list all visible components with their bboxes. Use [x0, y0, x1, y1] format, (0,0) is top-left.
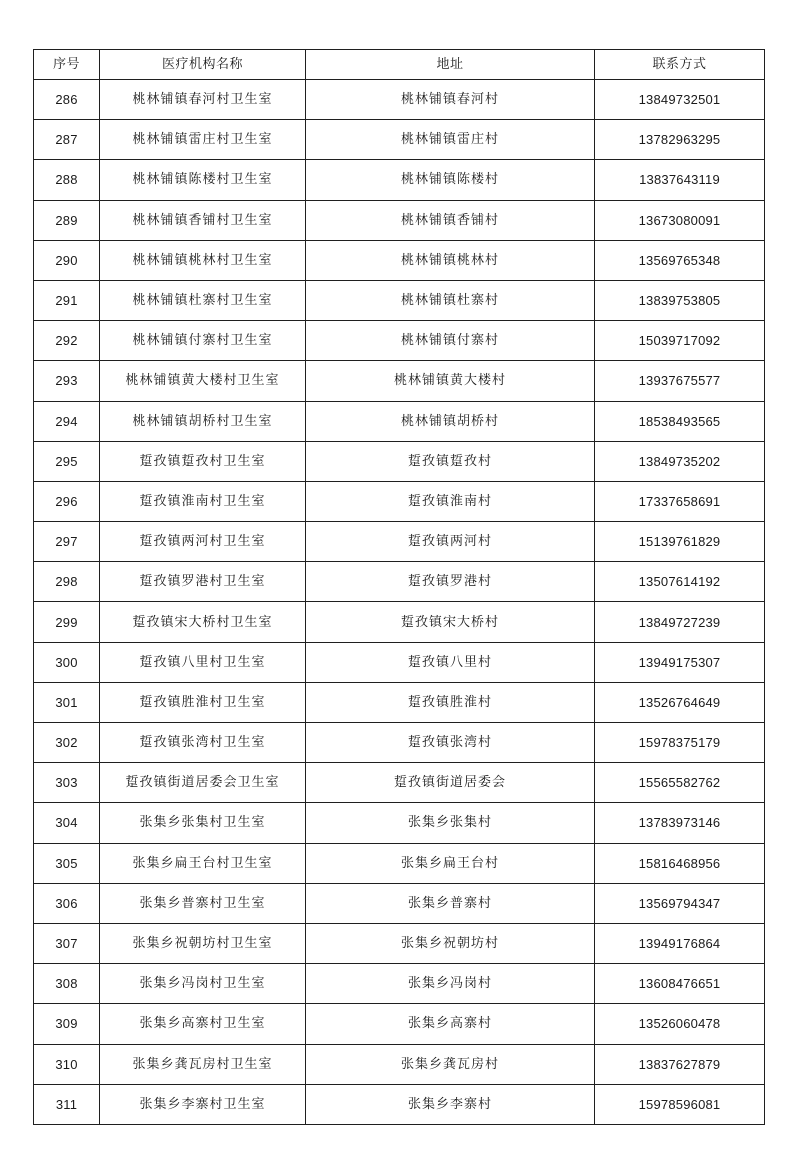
table-row: [34, 481, 765, 521]
row-phone-number: 13782963295: [595, 120, 765, 160]
row-address: 踅孜镇淮南村: [306, 481, 595, 521]
row-serial-number: 296: [34, 481, 100, 521]
row-phone-number: 13837627879: [595, 1044, 765, 1084]
row-address: 桃林铺镇雷庄村: [306, 120, 595, 160]
row-serial-number: 311: [34, 1084, 100, 1124]
row-serial-number: 310: [34, 1044, 100, 1084]
table-row: [34, 682, 765, 722]
row-address: 张集乡龚瓦房村: [306, 1044, 595, 1084]
row-serial-number: 308: [34, 964, 100, 1004]
row-institution-name: 踅孜镇宋大桥村卫生室: [100, 602, 306, 642]
row-address: 踅孜镇宋大桥村: [306, 602, 595, 642]
table-row: [34, 120, 765, 160]
table-row: [34, 964, 765, 1004]
row-phone-number: 13569794347: [595, 883, 765, 923]
row-address: 踅孜镇罗港村: [306, 562, 595, 602]
table-row: [34, 562, 765, 602]
table-row: [34, 1044, 765, 1084]
row-address: 踅孜镇踅孜村: [306, 441, 595, 481]
row-institution-name: 张集乡高寨村卫生室: [100, 1004, 306, 1044]
row-address: 张集乡祝朝坊村: [306, 923, 595, 963]
row-phone-number: 13849727239: [595, 602, 765, 642]
table-row: [34, 401, 765, 441]
table-row: [34, 763, 765, 803]
row-phone-number: 13937675577: [595, 361, 765, 401]
table-row: [34, 602, 765, 642]
table-row: [34, 803, 765, 843]
row-phone-number: 13783973146: [595, 803, 765, 843]
row-phone-number: 13569765348: [595, 240, 765, 280]
header-address: 地址: [306, 50, 595, 80]
table-row: [34, 441, 765, 481]
row-serial-number: 307: [34, 923, 100, 963]
row-phone-number: 15039717092: [595, 321, 765, 361]
table-row: [34, 1004, 765, 1044]
row-address: 张集乡张集村: [306, 803, 595, 843]
row-address: 桃林铺镇付寨村: [306, 321, 595, 361]
row-serial-number: 292: [34, 321, 100, 361]
row-serial-number: 300: [34, 642, 100, 682]
row-institution-name: 张集乡普寨村卫生室: [100, 883, 306, 923]
row-serial-number: 293: [34, 361, 100, 401]
row-serial-number: 303: [34, 763, 100, 803]
table-row: [34, 723, 765, 763]
row-address: 张集乡普寨村: [306, 883, 595, 923]
row-address: 张集乡扁王台村: [306, 843, 595, 883]
row-institution-name: 桃林铺镇陈楼村卫生室: [100, 160, 306, 200]
row-serial-number: 287: [34, 120, 100, 160]
row-institution-name: 桃林铺镇黄大楼村卫生室: [100, 361, 306, 401]
row-serial-number: 305: [34, 843, 100, 883]
table-row: [34, 80, 765, 120]
row-institution-name: 桃林铺镇香铺村卫生室: [100, 200, 306, 240]
row-address: 张集乡高寨村: [306, 1004, 595, 1044]
row-address: 桃林铺镇香铺村: [306, 200, 595, 240]
table-row: [34, 321, 765, 361]
row-phone-number: 15816468956: [595, 843, 765, 883]
row-institution-name: 桃林铺镇付寨村卫生室: [100, 321, 306, 361]
row-address: 踅孜镇街道居委会: [306, 763, 595, 803]
row-address: 桃林铺镇杜寨村: [306, 280, 595, 320]
row-institution-name: 张集乡冯岗村卫生室: [100, 964, 306, 1004]
table-row: [34, 1084, 765, 1124]
row-serial-number: 304: [34, 803, 100, 843]
table-row: [34, 642, 765, 682]
row-institution-name: 桃林铺镇雷庄村卫生室: [100, 120, 306, 160]
row-serial-number: 309: [34, 1004, 100, 1044]
row-serial-number: 298: [34, 562, 100, 602]
row-phone-number: 17337658691: [595, 481, 765, 521]
row-serial-number: 297: [34, 522, 100, 562]
table-row: [34, 522, 765, 562]
row-institution-name: 桃林铺镇桃林村卫生室: [100, 240, 306, 280]
table-row: [34, 280, 765, 320]
row-phone-number: 15565582762: [595, 763, 765, 803]
row-institution-name: 张集乡祝朝坊村卫生室: [100, 923, 306, 963]
row-institution-name: 踅孜镇罗港村卫生室: [100, 562, 306, 602]
row-phone-number: 13507614192: [595, 562, 765, 602]
row-phone-number: 13949176864: [595, 923, 765, 963]
row-institution-name: 桃林铺镇胡桥村卫生室: [100, 401, 306, 441]
row-serial-number: 299: [34, 602, 100, 642]
row-phone-number: 13839753805: [595, 280, 765, 320]
row-address: 桃林铺镇陈楼村: [306, 160, 595, 200]
row-institution-name: 桃林铺镇春河村卫生室: [100, 80, 306, 120]
row-address: 踅孜镇两河村: [306, 522, 595, 562]
row-institution-name: 踅孜镇淮南村卫生室: [100, 481, 306, 521]
row-phone-number: 15978596081: [595, 1084, 765, 1124]
header-contact: 联系方式: [595, 50, 765, 80]
row-phone-number: 18538493565: [595, 401, 765, 441]
row-serial-number: 302: [34, 723, 100, 763]
row-institution-name: 踅孜镇八里村卫生室: [100, 642, 306, 682]
row-phone-number: 13849732501: [595, 80, 765, 120]
table-row: [34, 240, 765, 280]
row-institution-name: 张集乡龚瓦房村卫生室: [100, 1044, 306, 1084]
row-phone-number: 13849735202: [595, 441, 765, 481]
row-serial-number: 294: [34, 401, 100, 441]
table-row: [34, 843, 765, 883]
row-address: 张集乡李寨村: [306, 1084, 595, 1124]
table-row: [34, 923, 765, 963]
row-serial-number: 306: [34, 883, 100, 923]
row-phone-number: 13526764649: [595, 682, 765, 722]
row-serial-number: 301: [34, 682, 100, 722]
row-institution-name: 踅孜镇两河村卫生室: [100, 522, 306, 562]
row-serial-number: 295: [34, 441, 100, 481]
table-body: [34, 80, 765, 1125]
row-address: 桃林铺镇春河村: [306, 80, 595, 120]
header-serial-number: 序号: [34, 50, 100, 80]
table-row: [34, 361, 765, 401]
row-institution-name: 踅孜镇张湾村卫生室: [100, 723, 306, 763]
row-serial-number: 288: [34, 160, 100, 200]
row-address: 桃林铺镇桃林村: [306, 240, 595, 280]
row-address: 桃林铺镇黄大楼村: [306, 361, 595, 401]
row-institution-name: 桃林铺镇杜寨村卫生室: [100, 280, 306, 320]
row-serial-number: 290: [34, 240, 100, 280]
row-phone-number: 13526060478: [595, 1004, 765, 1044]
row-phone-number: 15139761829: [595, 522, 765, 562]
row-address: 踅孜镇胜淮村: [306, 682, 595, 722]
header-institution-name: 医疗机构名称: [100, 50, 306, 80]
row-serial-number: 286: [34, 80, 100, 120]
row-institution-name: 张集乡张集村卫生室: [100, 803, 306, 843]
row-institution-name: 踅孜镇街道居委会卫生室: [100, 763, 306, 803]
row-phone-number: 13949175307: [595, 642, 765, 682]
row-serial-number: 289: [34, 200, 100, 240]
table-row: [34, 883, 765, 923]
row-phone-number: 13837643119: [595, 160, 765, 200]
table-header: [34, 50, 765, 80]
row-address: 踅孜镇八里村: [306, 642, 595, 682]
clinic-directory-table: [33, 49, 765, 1125]
row-institution-name: 张集乡李寨村卫生室: [100, 1084, 306, 1124]
header-row: [34, 50, 765, 80]
row-phone-number: 13608476651: [595, 964, 765, 1004]
row-institution-name: 张集乡扁王台村卫生室: [100, 843, 306, 883]
row-phone-number: 13673080091: [595, 200, 765, 240]
row-address: 踅孜镇张湾村: [306, 723, 595, 763]
table-row: [34, 160, 765, 200]
table-row: [34, 200, 765, 240]
row-institution-name: 踅孜镇胜淮村卫生室: [100, 682, 306, 722]
row-address: 桃林铺镇胡桥村: [306, 401, 595, 441]
row-institution-name: 踅孜镇踅孜村卫生室: [100, 441, 306, 481]
row-address: 张集乡冯岗村: [306, 964, 595, 1004]
row-phone-number: 15978375179: [595, 723, 765, 763]
row-serial-number: 291: [34, 280, 100, 320]
